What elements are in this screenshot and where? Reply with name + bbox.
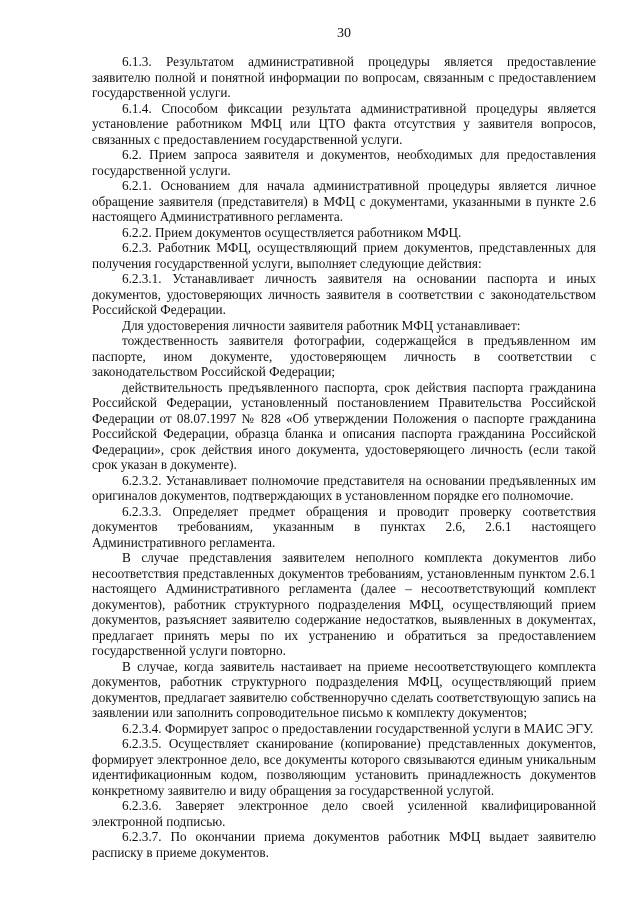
paragraph-6-2-3-7: 6.2.3.7. По окончании приема документов работник МФЦ выдает заявителю расписку в приеме документов. — [92, 829, 596, 860]
paragraph-incomplete-set: В случае представления заявителем неполного комплекта документов либо несоответствия представленных документов требованиям, установленным пунктом 2.6.1 настоящего Административного регламента (далее – несоответствующий комплект документов), работник структурного подразделения МФЦ, осуществляющий прием документов, разъясняет заявителю содержание недостатков, выявленных в документах, предлагает принять меры по их устранению и обратиться за предоставлением государственной услуги повторно. — [92, 550, 596, 658]
paragraph-6-2-3-6: 6.2.3.6. Заверяет электронное дело своей усиленной квалифицированной электронной подписью. — [92, 798, 596, 829]
paragraph-6-2-3-5: 6.2.3.5. Осуществляет сканирование (копирование) представленных документов, формирует электронное дело, все документы которого связываются единым уникальным идентификационным кодом, позволяющим установить принадлежность документов конкретному заявителю и виду обращения за государственной услугой. — [92, 736, 596, 798]
paragraph-identity-intro: Для удостоверения личности заявителя работник МФЦ устанавливает: — [122, 317, 521, 333]
paragraph-6-2: 6.2. Прием запроса заявителя и документов, необходимых для предоставления государственной услуги. — [92, 147, 596, 178]
paragraph-6-2-3-4: 6.2.3.4. Формирует запрос о предоставлении государственной услуги в МАИС ЭГУ. — [122, 720, 594, 736]
paragraph-passport-validity: действительность предъявленного паспорта, срок действия паспорта гражданина Российской Федерации, установленный постановлением Правительства Российской Федерации от 08.07.1997 № 828 «Об утверждении Положения о паспорте гражданина Российской Федерации, образца бланка и описания паспорта гражданина Российской Федерации», срок действия иного документа, удостоверяющего личность (если такой срок указан в документе). — [92, 379, 596, 472]
paragraph-6-2-3: 6.2.3. Работник МФЦ, осуществляющий прием документов, представленных для получения государственной услуги, выполняет следующие действия: — [92, 240, 596, 271]
paragraph-6-1-4: 6.1.4. Способом фиксации результата административной процедуры является установление работником МФЦ или ЦТО факта отсутствия у заявителя вопросов, связанных с предоставлением государственной услуги. — [92, 100, 596, 147]
page-number: 30 — [337, 26, 351, 41]
paragraph-6-2-3-1: 6.2.3.1. Устанавливает личность заявителя на основании паспорта и иных документов, удостоверяющих личность заявителя в соответствии с законодательством Российской Федерации. — [92, 271, 596, 317]
paragraph-identity-photo: тождественность заявителя фотографии, содержащейся в предъявленном им паспорте, ином документе, удостоверяющем личность в соответствии с законодательством Российской Федерации; — [92, 333, 596, 379]
paragraph-6-2-3-2: 6.2.3.2. Устанавливает полномочие представителя на основании предъявленных им оригиналов документов, подтверждающих в установленном порядке его полномочие. — [92, 472, 596, 503]
paragraph-6-2-1: 6.2.1. Основанием для начала административной процедуры является личное обращение заявителя (представителя) в МФЦ с документами, указанными в пункте 2.6 настоящего Административного регламента. — [92, 178, 596, 224]
paragraph-applicant-insists: В случае, когда заявитель настаивает на приеме несоответствующего комплекта документов, работник структурного подразделения МФЦ, осуществляющий прием документов, предлагает заявителю собственноручно сделать соответствующую запись на заявлении или заполнить сопроводительное письмо к комплекту документов; — [92, 658, 596, 720]
paragraph-6-2-3-3: 6.2.3.3. Определяет предмет обращения и проводит проверку соответствия документов требованиям, указанным в пунктах 2.6, 2.6.1 настоящего Административного регламента. — [92, 503, 596, 550]
paragraph-6-2-2: 6.2.2. Прием документов осуществляется работником МФЦ. — [122, 224, 462, 240]
paragraph-6-1-3: 6.1.3. Результатом административной процедуры является предоставление заявителю полной и понятной информации по вопросам, связанным с предоставлением государственной услуги. — [92, 54, 596, 100]
document-body — [92, 54, 596, 860]
document-page — [92, 0, 596, 905]
